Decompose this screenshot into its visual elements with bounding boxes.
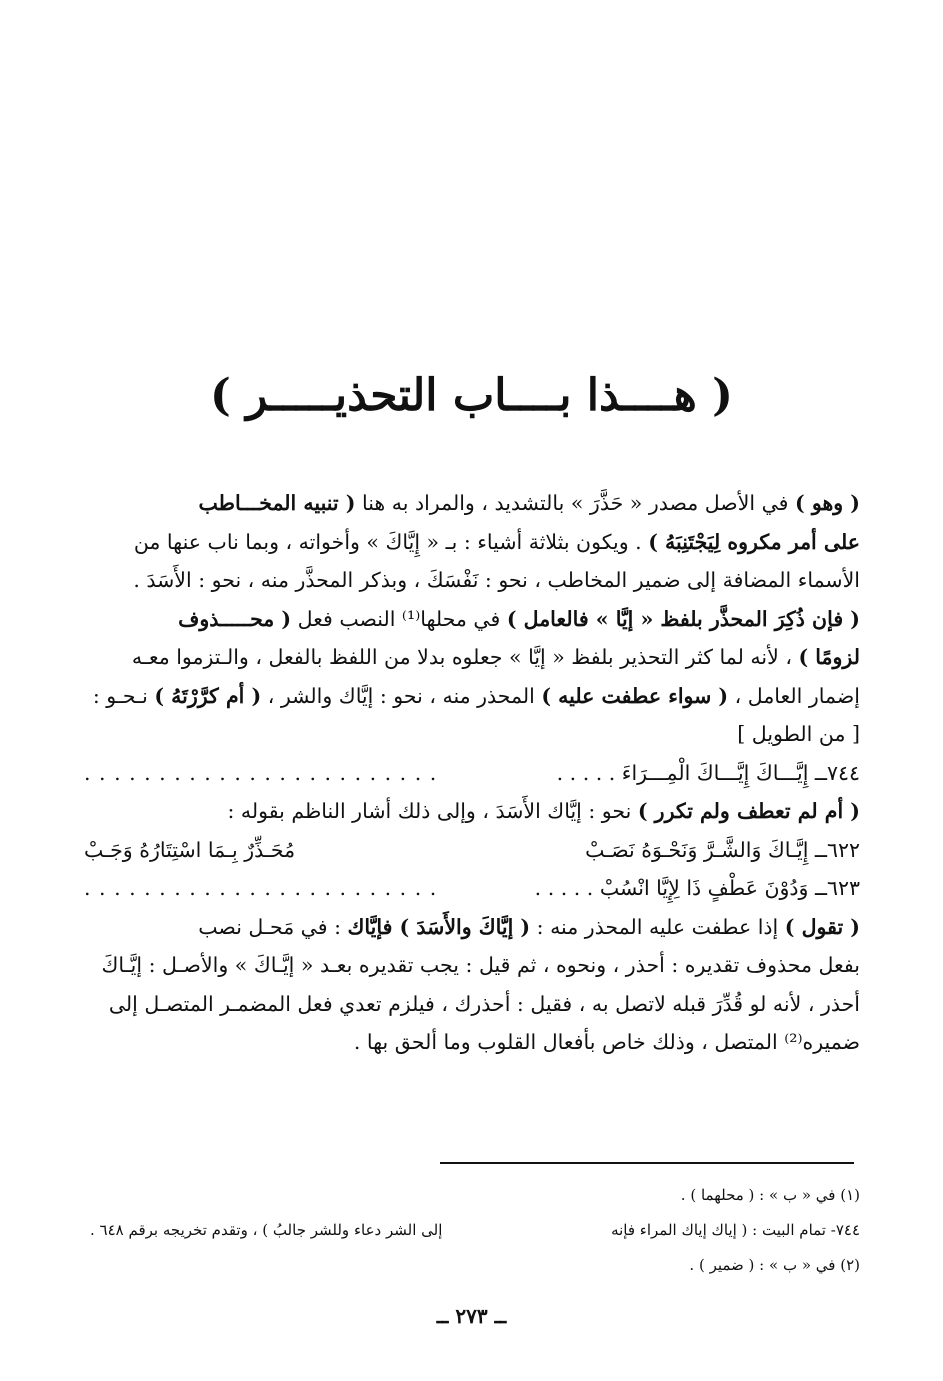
bold-phrase: لزومًا ): [798, 645, 860, 669]
verse-622: [84, 831, 860, 870]
bold-phrase: ( تنبيه المخـــاطب: [198, 491, 356, 515]
bold-phrase: ( أم لم تعطف ولم تكرر ): [637, 799, 860, 823]
text-run: نحو : إيَّاك الأَسَدَ ، وإلى ذلك أشار الناظم بقوله :: [227, 799, 638, 823]
footnote-744-part-a: ٧٤٤- تمام البيت : ( إياك إياك المراء فإنه: [611, 1221, 860, 1239]
verse-hemistich-second: مُحَـذِّرٌ بِـمَا اسْتِتَارُهُ وَجَـبْ: [84, 837, 296, 862]
verse-hemistich-first: ٦٢٢ــ إِيَّـاكَ وَالشَّـرَّ وَنَحْـوَهُ نَصَـبْ: [585, 837, 860, 862]
text-line: ضميره⁽²⁾ المتصل ، وذلك خاص بأفعال القلوب وما ألحق بها .: [353, 1030, 860, 1054]
bold-phrase: ( أم كرَّرْتَهُ ): [154, 683, 262, 708]
bold-phrase: ( فإن ذُكِرَ المحذَّر بلفظ « إيَّا » فالعامل ): [506, 606, 860, 631]
text-line: [84, 908, 860, 947]
footnote-separator: [440, 1162, 854, 1164]
text-run: إذا عطفت عليه المحذر منه :: [530, 914, 785, 939]
footnote-2: (٢) في « ب » : ( ضمير ) .: [689, 1256, 860, 1274]
bold-phrase: ( سواء عطفت عليه ): [541, 683, 729, 708]
text-line: الأسماء المضافة إلى ضمير المخاطب ، نحو : نَفْسَكَ ، وبذكر المحذَّر منه ، نحو : الأَسَدَ .: [133, 568, 860, 592]
text-line: [84, 523, 860, 562]
text-line: [84, 792, 860, 831]
footnote-1: (١) في « ب » : ( محلهما ) .: [680, 1186, 860, 1204]
verse-623: [84, 869, 860, 908]
text-line: [84, 484, 860, 523]
text-line: [84, 600, 860, 639]
text-line: [84, 677, 860, 716]
main-text: [84, 484, 860, 1062]
verse-hemistich-first: ٦٢٣ــ وَدُوْنَ عَطْفٍ ذَا لِإِيَّا انْسُبْ . . . . .: [534, 876, 860, 900]
text-line: [84, 638, 860, 677]
bold-phrase: ( وهو ): [795, 491, 860, 515]
verse-hemistich-first: ٧٤٤ــ إِيَّـــاكَ إِيَّـــاكَ الْمِـــرَاءَ . . . . .: [556, 760, 860, 785]
bold-phrase: ( محـــــذوف: [178, 606, 292, 631]
text-run: ، لأنه لما كثر التحذير بلفظ « إيَّا » جعلوه بدلا من اللفظ بالفعل ، والـتزموا معـه: [131, 645, 799, 669]
bold-phrase: ( تقول ): [784, 914, 860, 939]
text-run: نـحـو :: [92, 683, 155, 708]
text-line: بفعل محذوف تقديره : أحذر ، ونحوه ، ثم قيل : يجب تقديره بعـد « إيَّـاكَ » والأصـل : إيَّـاكَ: [101, 953, 860, 977]
verse-744: [84, 754, 860, 793]
text-run: في الأصل مصدر « حَذَّرَ » بالتشديد ، والمراد به هنا: [355, 491, 796, 515]
verse-hemistich-second: . . . . . . . . . . . . . . . . . . . . . . . .: [84, 876, 438, 900]
footnotes: [90, 1178, 860, 1283]
chapter-title: ( هــــذا بــــاب التحذيـــــر ): [209, 370, 733, 421]
text-run: إضمار العامل ،: [728, 683, 860, 708]
bold-phrase: على أمر مكروه لِيَجْتَنِبَهُ ): [648, 529, 860, 554]
meter-label: [ من الطويل ]: [737, 722, 860, 746]
text-line: أحذر ، لأنه لو قُدِّرَ قبله لاتصل به ، فقيل : أحذرك ، فيلزم تعدي فعل المضمـر المتصـل إلى: [108, 991, 860, 1016]
footnote-744: [90, 1213, 860, 1248]
verse-hemistich-second: . . . . . . . . . . . . . . . . . . . . . . . .: [84, 760, 438, 785]
text-run: : في مَحـل نصب: [198, 914, 348, 939]
page-number: ــ ٢٧٣ ــ: [436, 1304, 507, 1328]
text-run: المحذر منه ، نحو : إيَّاك والشر ،: [261, 683, 542, 708]
bold-phrase: ( إيَّاكَ والأَسَدَ ) فإيَّاك: [347, 914, 531, 939]
footnote-744-part-b: إلى الشر دعاء وللشر جالبُ ) ، وتقدم تخريجه برقم ٦٤٨ .: [90, 1221, 443, 1239]
text-run: . ويكون بثلاثة أشياء : بـ « إِيَّاكَ » وأخواته ، وبما ناب عنها من: [133, 529, 649, 554]
text-run: في محلها⁽¹⁾ النصب فعل: [291, 606, 507, 631]
